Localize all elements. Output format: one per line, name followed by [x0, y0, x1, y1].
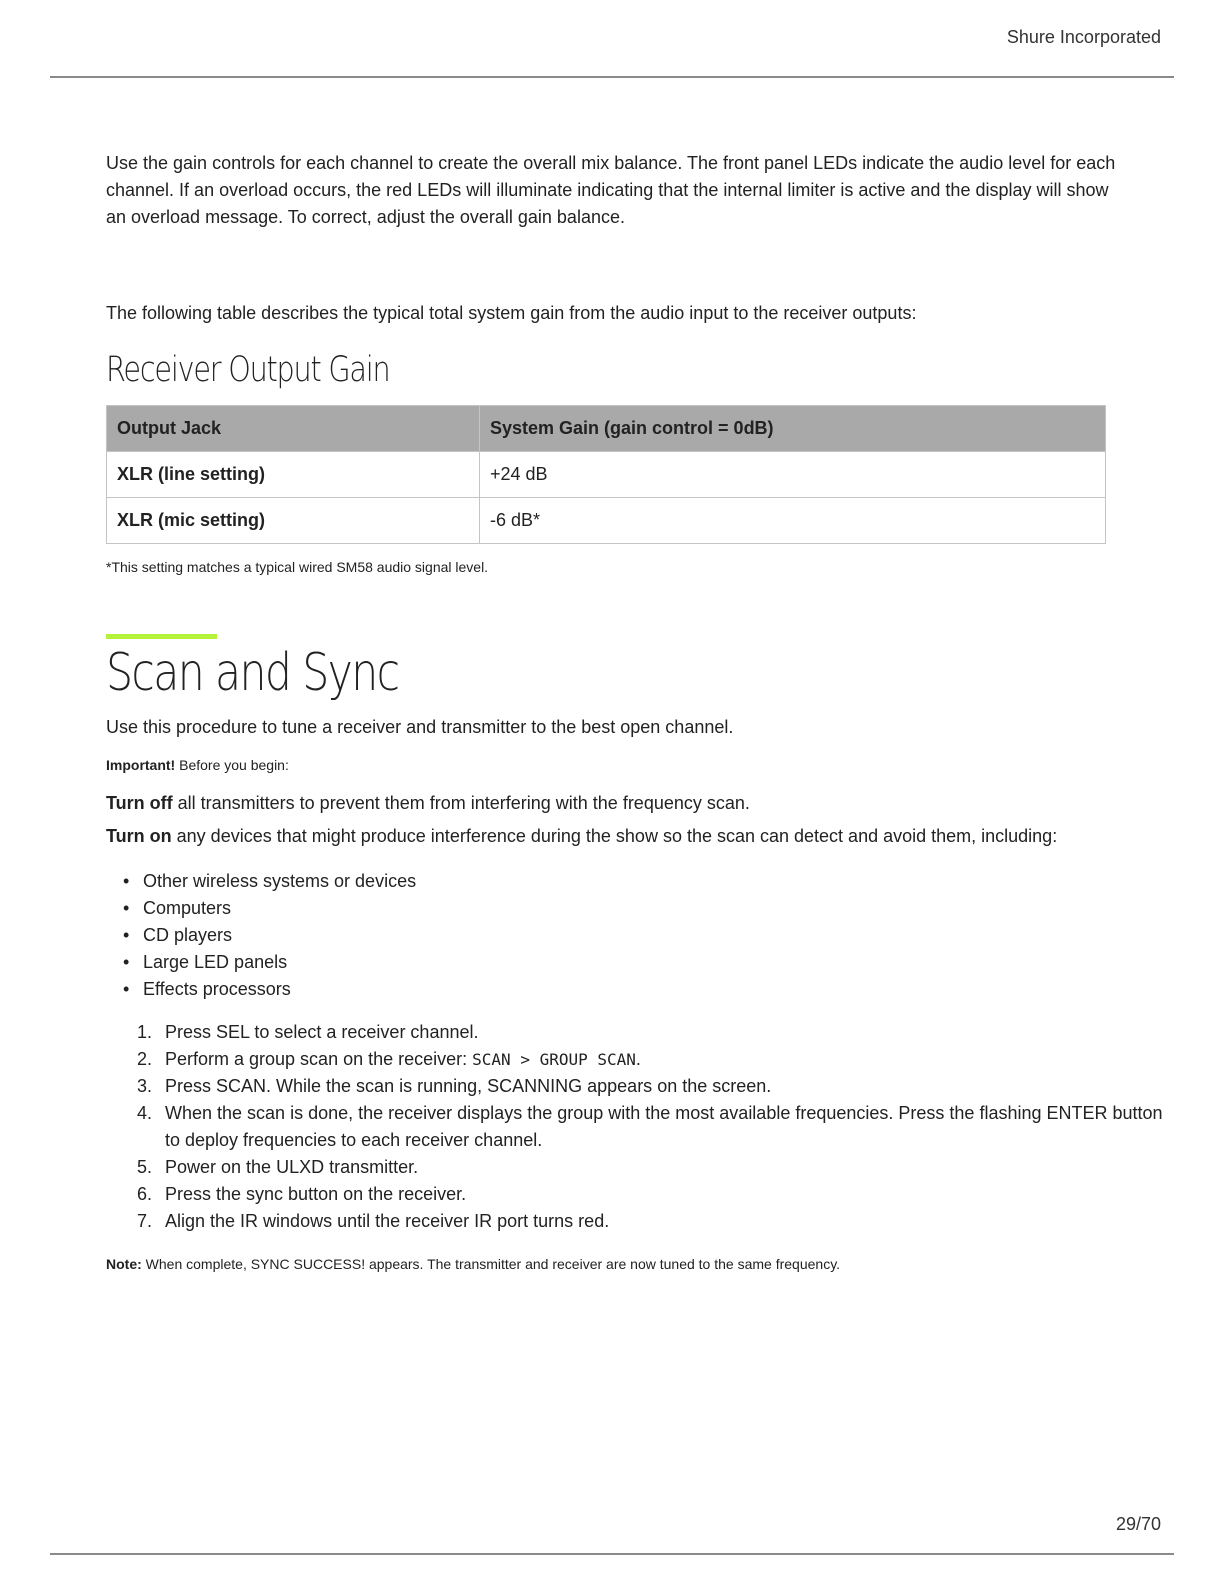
turn-on-label: Turn on: [106, 826, 172, 846]
table-row: [107, 498, 1106, 544]
step-text: Press SCAN. While the scan is running, SCANNING appears on the screen.: [165, 1076, 772, 1096]
step-text: Power on the ULXD transmitter.: [165, 1157, 419, 1177]
step-text: Align the IR windows until the receiver IR port turns red.: [165, 1211, 610, 1231]
list-item: • CD players: [143, 922, 416, 949]
turn-off-label: Turn off: [106, 793, 173, 813]
turn-on-paragraph: [106, 823, 1118, 850]
column-header-system-gain: System Gain (gain control = 0dB): [480, 406, 1106, 452]
column-header-output-jack: Output Jack: [107, 406, 480, 452]
step-text: When the scan is done, the receiver displays the group with the most available frequencies. Press the flashing ENTER button to deploy frequencies to each receiver channel.: [165, 1103, 1163, 1150]
table-cell-system-gain: +24 dB: [480, 452, 1106, 498]
scan-intro-paragraph: Use this procedure to tune a receiver and transmitter to the best open channel.: [106, 717, 734, 737]
step-item: [137, 1046, 1165, 1073]
note-text: When complete, SYNC SUCCESS! appears. The transmitter and receiver are now tuned to the same frequency.: [141, 1256, 841, 1272]
step-item: [137, 1019, 1165, 1046]
menu-path: SCAN > GROUP SCAN: [472, 1050, 636, 1069]
step-item: [137, 1100, 1165, 1154]
gain-paragraph: Use the gain controls for each channel to create the overall mix balance. The front panel LEDs indicate the audio level for each channel. If an overload occurs, the red LEDs will illuminate indicating that the internal limiter is active and the display will show an overload message. To correct, adjust the overall gain balance.: [106, 153, 1116, 227]
completion-note: [106, 1255, 840, 1273]
page-number: 29/70: [1115, 1514, 1161, 1534]
step-number: 2.: [137, 1049, 153, 1069]
step-item: [137, 1208, 1165, 1235]
table-cell-output-jack: XLR (line setting): [107, 452, 480, 498]
table-intro-paragraph: The following table describes the typical total system gain from the audio input to the receiver outputs:: [106, 303, 917, 323]
step-number: 3.: [137, 1076, 153, 1096]
interference-device-list: [106, 868, 416, 1003]
turn-off-paragraph: [106, 790, 1118, 817]
step-text: Perform a group scan on the receiver:: [165, 1049, 473, 1069]
turn-on-text: any devices that might produce interference during the show so the scan can detect and avoid them, including:: [171, 826, 1058, 846]
note-label: Note:: [106, 1256, 142, 1272]
list-item: • Computers: [143, 895, 416, 922]
turn-off-text: all transmitters to prevent them from interfering with the frequency scan.: [172, 793, 750, 813]
table-header-row: [107, 406, 1106, 452]
step-item: [137, 1073, 1165, 1100]
list-item: • Effects processors: [143, 976, 416, 1003]
step-number: 6.: [137, 1184, 153, 1204]
header-rule: [50, 76, 1174, 78]
step-text-suffix: .: [635, 1049, 641, 1069]
important-note: [106, 756, 289, 774]
receiver-output-gain-heading: Receiver Output Gain: [106, 350, 390, 390]
step-number: 1.: [137, 1022, 153, 1042]
important-label: Important!: [106, 757, 176, 773]
step-number: 7.: [137, 1211, 153, 1231]
step-text: Press SEL to select a receiver channel.: [165, 1022, 479, 1042]
step-text: Press the sync button on the receiver.: [165, 1184, 467, 1204]
table-row: [107, 452, 1106, 498]
step-item: [137, 1154, 1165, 1181]
important-text: Before you begin:: [175, 757, 289, 773]
list-item: • Large LED panels: [143, 949, 416, 976]
receiver-output-gain-table: [106, 405, 1106, 544]
header-company-name: Shure Incorporated: [1006, 27, 1161, 47]
scan-and-sync-heading: Scan and Sync: [106, 643, 399, 703]
table-cell-output-jack: XLR (mic setting): [107, 498, 480, 544]
list-item: • Other wireless systems or devices: [143, 868, 416, 895]
section-accent-bar: [106, 634, 217, 639]
table-cell-system-gain: -6 dB*: [480, 498, 1106, 544]
step-item: [137, 1181, 1165, 1208]
table-footnote: *This setting matches a typical wired SM58 audio signal level.: [106, 559, 489, 575]
step-number: 5.: [137, 1157, 153, 1177]
footer-rule: [50, 1553, 1174, 1555]
scan-sync-steps: [106, 1019, 1165, 1235]
step-number: 4.: [137, 1103, 153, 1123]
